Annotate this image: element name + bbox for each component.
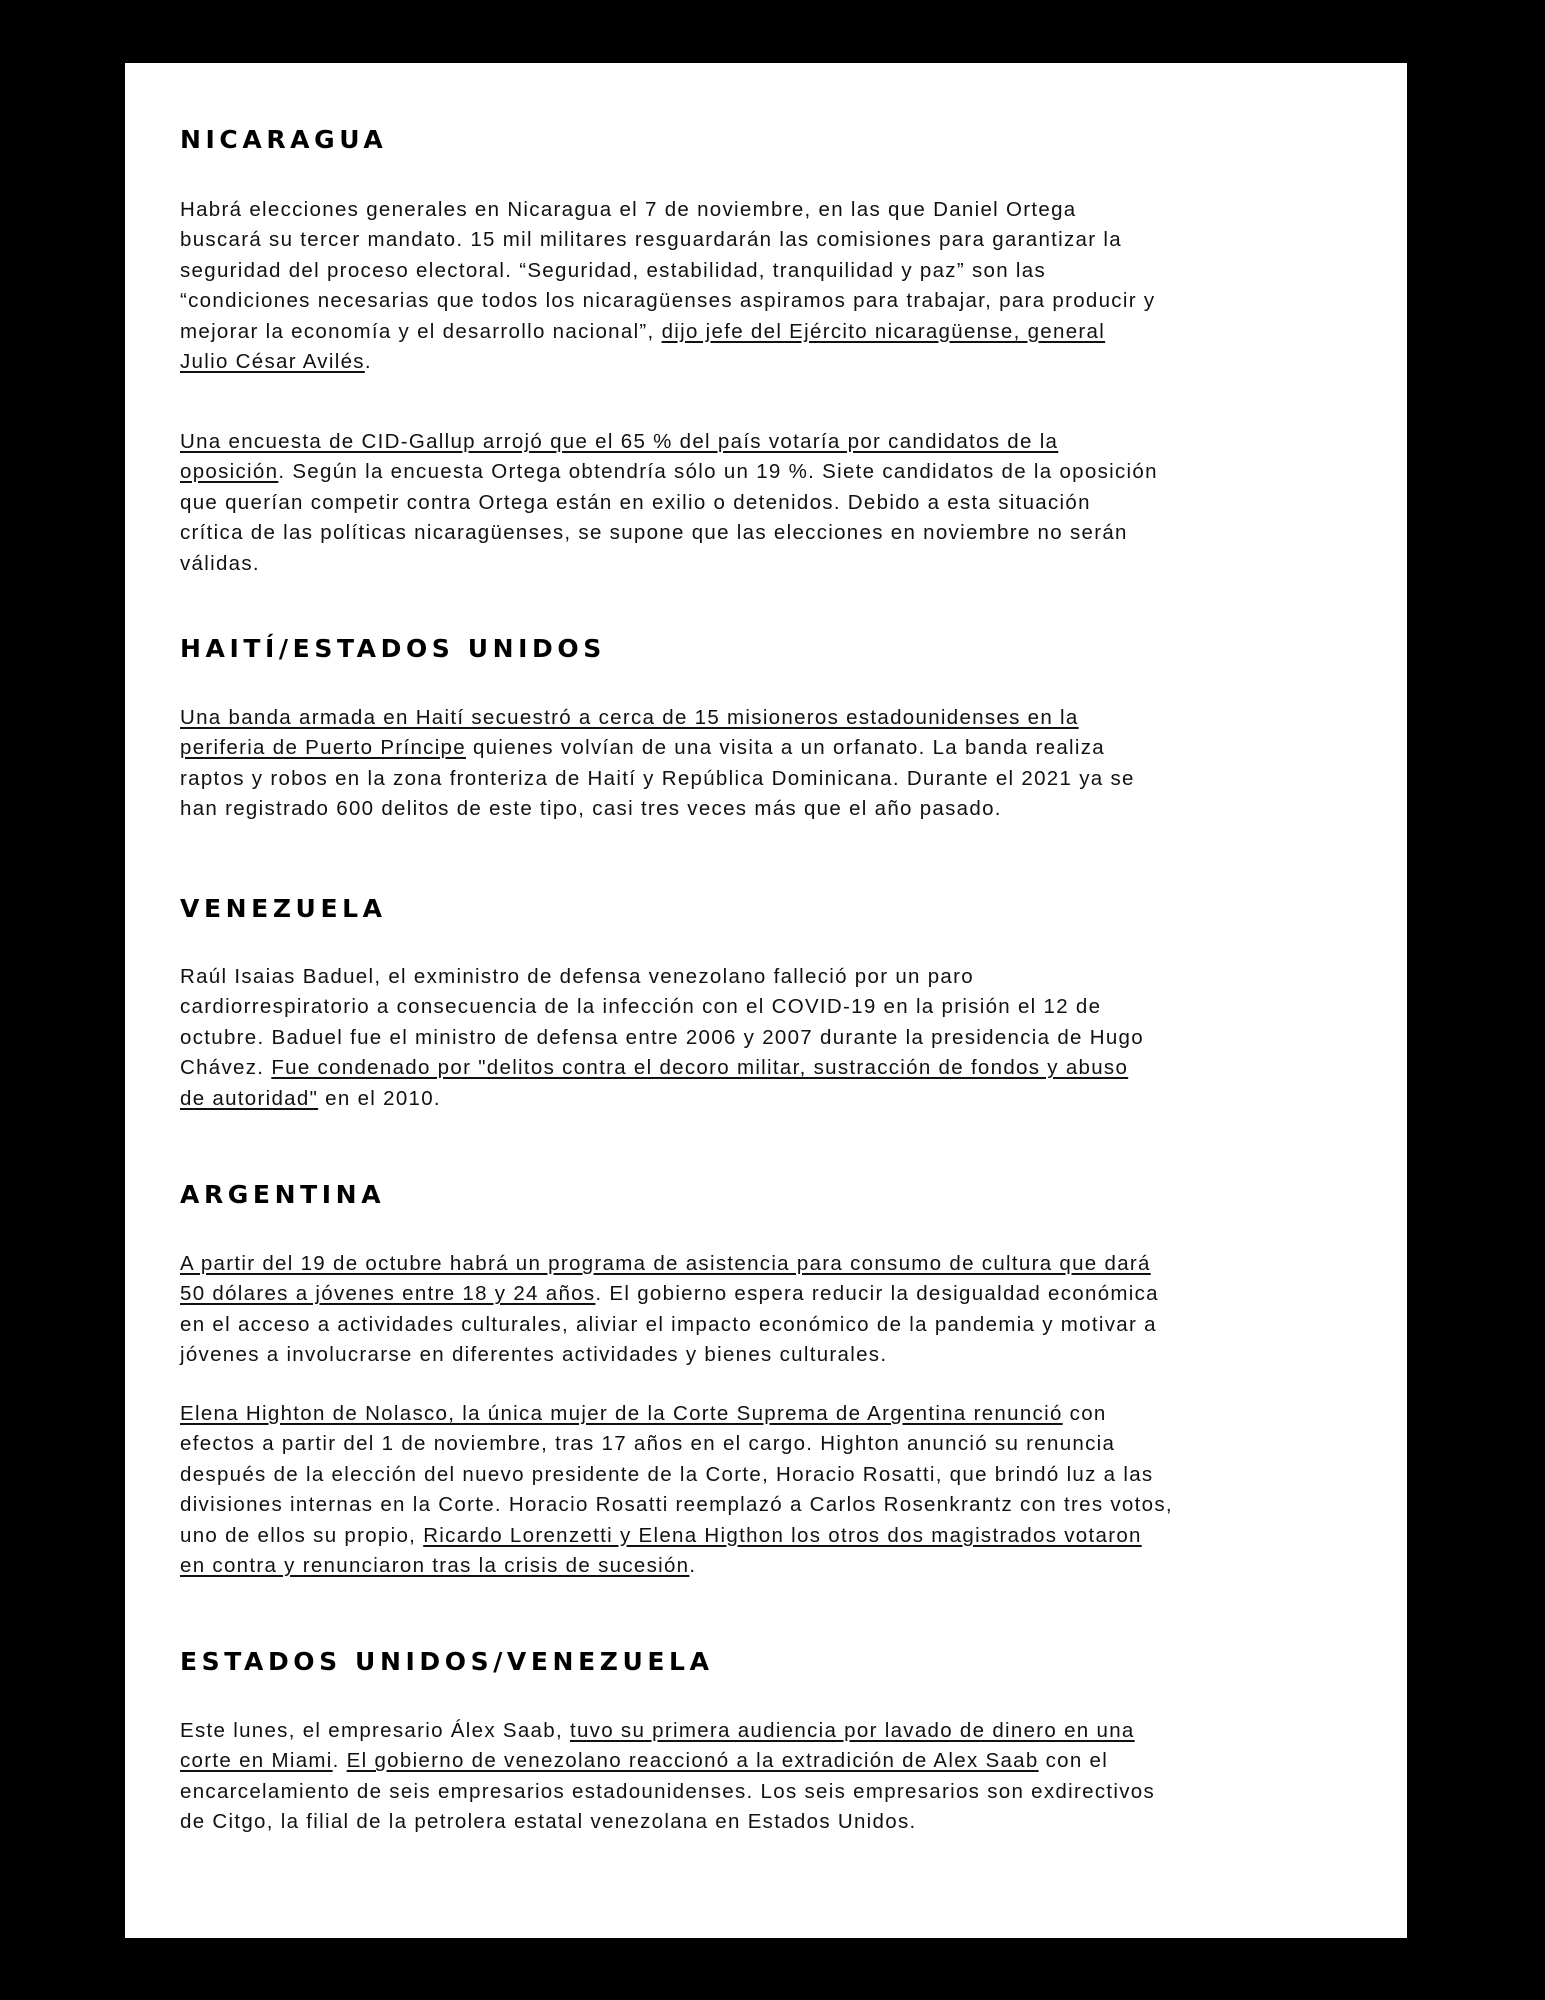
section-title-argentina: ARGENTINA (180, 1180, 386, 1209)
article-link[interactable]: Julio César Avilés (180, 350, 365, 374)
body-text: buscará su tercer mandato. 15 mil militares resguardarán las comisiones para garantizar la (180, 228, 1122, 252)
text-line (180, 1746, 1280, 1776)
text-line (180, 549, 1280, 579)
body-text: cardiorrespiratorio a consecuencia de la infección con el COVID-19 en la prisión el 12 de (180, 995, 1102, 1019)
text-line (180, 1023, 1280, 1053)
paragraph (180, 962, 1280, 1114)
article-link[interactable]: Elena Highton de Nolasco, la única mujer de la Corte Suprema de Argentina renunció (180, 1402, 1063, 1425)
body-text: . Según la encuesta Ortega obtendría sólo un 19 %. Siete candidatos de la oposición (278, 460, 1158, 484)
article-link[interactable]: en contra y renunciaron tras la crisis de sucesión (180, 1554, 690, 1578)
paragraph (180, 1249, 1280, 1371)
section-title-haiti-estados-unidos: HAITÍ/ESTADOS UNIDOS (180, 634, 606, 663)
text-line (180, 794, 1280, 824)
text-line (180, 992, 1280, 1022)
body-text: . El gobierno espera reducir la desigualdad económica (595, 1282, 1159, 1306)
body-text: encarcelamiento de seis empresarios estadounidenses. Los seis empresarios son exdirectivos (180, 1779, 1156, 1803)
article-link[interactable]: periferia de Puerto Príncipe (180, 736, 466, 760)
document-page (125, 63, 1407, 1938)
article-link[interactable]: tuvo su primera audiencia por lavado de dinero en una (569, 1719, 1135, 1742)
article-link[interactable]: dijo jefe del Ejército nicaragüense, general (661, 319, 1106, 343)
paragraph (180, 1399, 1280, 1581)
text-line (180, 225, 1280, 255)
section-title-estados-unidos-venezuela: ESTADOS UNIDOS/VENEZUELA (180, 1647, 714, 1676)
text-line (180, 1777, 1280, 1807)
body-text: . (364, 350, 372, 374)
text-line (180, 1249, 1280, 1279)
body-text: divisiones internas en la Corte. Horacio Rosatti reemplazó a Carlos Rosenkrantz con tres votos, (180, 1493, 1173, 1517)
paragraph (180, 1716, 1280, 1838)
text-line (180, 1807, 1280, 1837)
body-text: . (332, 1749, 347, 1773)
text-line (180, 256, 1280, 286)
body-text: Raúl Isaias Baduel, el exministro de defensa venezolano falleció por un paro (180, 965, 974, 988)
text-line (180, 488, 1280, 518)
body-text: Este lunes, el empresario Álex Saab, (180, 1719, 570, 1742)
text-line (180, 1053, 1280, 1083)
body-text: en el acceso a actividades culturales, aliviar el impacto económico de la pandemia y motivar a (180, 1312, 1157, 1336)
body-text: después de la elección del nuevo presidente de la Corte, Horacio Rosatti, que brindó luz a las (180, 1462, 1154, 1486)
body-text: seguridad del proceso electoral. “Seguridad, estabilidad, tranquilidad y paz” son las (180, 258, 1047, 282)
text-line (180, 1429, 1280, 1459)
text-line (180, 764, 1280, 794)
body-text: con (1062, 1402, 1107, 1425)
paragraph (180, 703, 1280, 825)
body-text: octubre. Baduel fue el ministro de defensa entre 2006 y 2007 durante la presidencia de Hugo (180, 1025, 1144, 1049)
text-line (180, 1310, 1280, 1340)
text-line (180, 1490, 1280, 1520)
text-line (180, 1460, 1280, 1490)
section-title-venezuela: VENEZUELA (180, 894, 387, 923)
body-text: de Citgo, la filial de la petrolera estatal venezolana en Estados Unidos. (180, 1810, 917, 1834)
body-text: mejorar la economía y el desarrollo nacional”, (180, 319, 662, 343)
text-line (180, 286, 1280, 316)
text-line (180, 733, 1280, 763)
body-text: Chávez. (180, 1056, 272, 1080)
article-link[interactable]: El gobierno de venezolano reaccionó a la extradición de Alex Saab (346, 1749, 1039, 1773)
body-text: . (689, 1554, 697, 1578)
article-link[interactable]: oposición (180, 460, 279, 484)
article-link[interactable]: Una encuesta de CID-Gallup arrojó que el 65 % del país votaría por candidatos de la (180, 430, 1059, 453)
text-line (180, 195, 1280, 225)
text-line (180, 962, 1280, 992)
text-line (180, 347, 1280, 377)
text-line (180, 518, 1280, 548)
article-link[interactable]: Una banda armada en Haití secuestró a cerca de 15 misioneros estadounidenses en la (180, 706, 1079, 729)
text-line (180, 457, 1280, 487)
article-link[interactable]: corte en Miami (180, 1749, 333, 1773)
text-line (180, 703, 1280, 733)
article-link[interactable]: de autoridad" (180, 1086, 319, 1110)
paragraph (180, 427, 1280, 579)
text-line (180, 1279, 1280, 1309)
body-text: crítica de las políticas nicaragüenses, se supone que las elecciones en noviembre no serán (180, 521, 1128, 545)
text-line (180, 427, 1280, 457)
text-line (180, 1084, 1280, 1114)
section-title-nicaragua: NICARAGUA (180, 125, 388, 154)
body-text: efectos a partir del 1 de noviembre, tras 17 años en el cargo. Highton anunció su renuncia (180, 1432, 1116, 1456)
text-line (180, 1716, 1280, 1746)
text-line (180, 1521, 1280, 1551)
body-text: “condiciones necesarias que todos los nicaragüenses aspiramos para trabajar, para producir y (180, 289, 1156, 313)
body-text: raptos y robos en la zona fronteriza de Haití y República Dominicana. Durante el 2021 ya se (180, 766, 1135, 790)
article-link[interactable]: 50 dólares a jóvenes entre 18 y 24 años (180, 1282, 596, 1306)
paragraph (180, 195, 1280, 377)
text-line (180, 1399, 1280, 1429)
body-text: que querían competir contra Ortega están en exilio o detenidos. Debido a esta situación (180, 490, 1091, 514)
body-text: Habrá elecciones generales en Nicaragua el 7 de noviembre, en las que Daniel Ortega (180, 198, 1077, 221)
body-text: quienes volvían de una visita a un orfanato. La banda realiza (465, 736, 1105, 760)
body-text: han registrado 600 delitos de este tipo, casi tres veces más que el año pasado. (180, 797, 1002, 821)
body-text: válidas. (180, 551, 260, 575)
body-text: jóvenes a involucrarse en diferentes actividades y bienes culturales. (180, 1343, 888, 1367)
body-text: en el 2010. (318, 1086, 441, 1110)
body-text: uno de ellos su propio, (180, 1523, 424, 1547)
body-text: con el (1038, 1749, 1109, 1773)
text-line (180, 317, 1280, 347)
article-link[interactable]: A partir del 19 de octubre habrá un programa de asistencia para consumo de cultura que dará (180, 1252, 1151, 1275)
article-link[interactable]: Ricardo Lorenzetti y Elena Higthon los otros dos magistrados votaron (423, 1523, 1142, 1547)
article-link[interactable]: Fue condenado por "delitos contra el decoro militar, sustracción de fondos y abuso (271, 1056, 1129, 1080)
text-line (180, 1551, 1280, 1581)
text-line (180, 1340, 1280, 1370)
